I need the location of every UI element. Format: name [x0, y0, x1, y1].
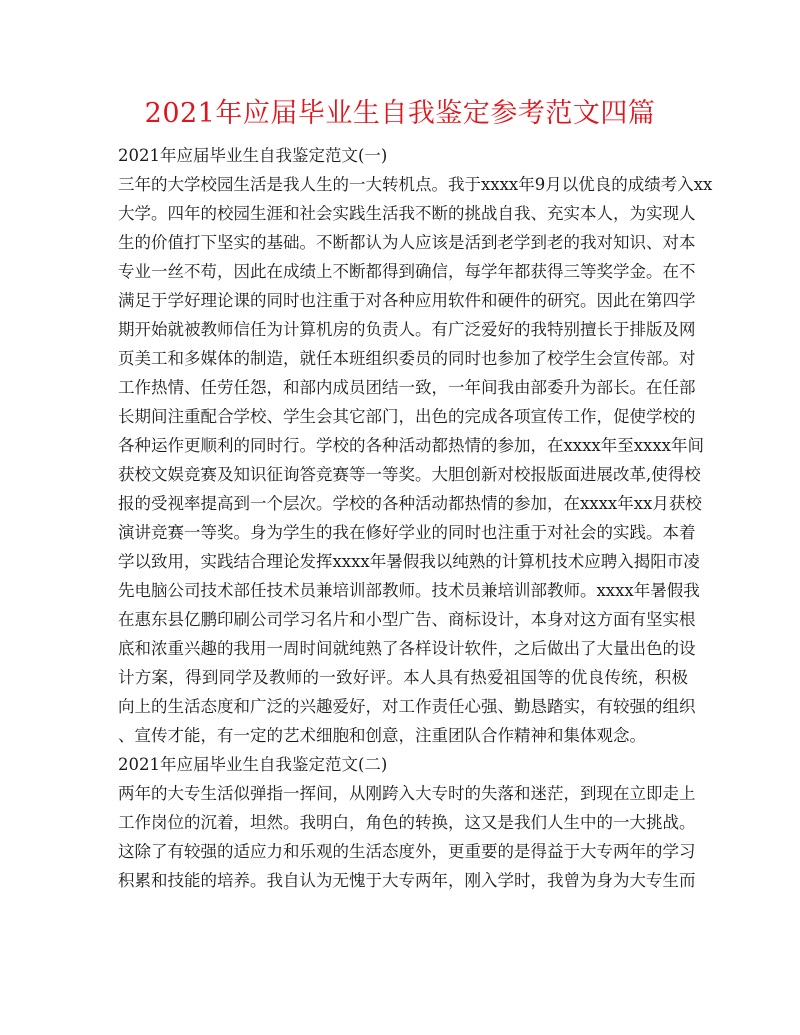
paragraph-line: 演讲竞赛一等奖。身为学生的我在修好学业的同时也注重于对社会的实践。本着 — [118, 523, 696, 542]
paragraph-line: 两年的大专生活似弹指一挥间，从刚跨入大专时的失落和迷茫，到现在立即走上 — [118, 784, 696, 803]
paragraph-line: 三年的大学校园生活是我人生的一大转机点。我于xxxx年9月以优良的成绩考入xx — [118, 175, 713, 194]
paragraph-line: 各种运作更顺利的同时行。学校的各种活动都热情的参加，在xxxx年至xxxx年间 — [118, 436, 704, 455]
section-heading: 2021年应届毕业生自我鉴定范文(一) — [118, 146, 388, 165]
document-body — [118, 141, 713, 895]
paragraph-line: 底和浓重兴趣的我用一周时间就纯熟了各样设计软件，之后做出了大量出色的设 — [118, 639, 696, 658]
paragraph-line: 满足于学好理论课的同时也注重于对各种应用软件和硬件的研究。因此在第四学 — [118, 291, 696, 310]
paragraph-line: 在惠东县亿鹏印刷公司学习名片和小型广告、商标设计，本身对这方面有坚实根 — [118, 610, 696, 629]
paragraph-line: 获校文娱竞赛及知识征询答竞赛等一等奖。大胆创新对校报版面进展改革,使得校 — [118, 465, 701, 484]
paragraph-line: 积累和技能的培养。我自认为无愧于大专两年，刚入学时，我曾为身为大专生而 — [118, 871, 696, 890]
paragraph-line: 页美工和多媒体的制造，就任本班组织委员的同时也参加了校学生会宣传部。对 — [118, 349, 696, 368]
paragraph-line: 这除了有较强的适应力和乐观的生活态度外，更重要的是得益于大专两年的学习 — [118, 842, 696, 861]
paragraph-line: 长期间注重配合学校、学生会其它部门，出色的完成各项宣传工作，促使学校的 — [118, 407, 696, 426]
document-title: 2021年应届毕业生自我鉴定参考范文四篇 — [144, 98, 656, 129]
paragraph-line: 报的受视率提高到一个层次。学校的各种活动都热情的参加，在xxxx年xx月获校 — [118, 494, 702, 513]
paragraph-line: 计方案，得到同学及教师的一致好评。本人具有热爱祖国等的优良传统，积极 — [118, 668, 688, 687]
paragraph-line: 先电脑公司技术部任技术员兼培训部教师。技术员兼培训部教师。xxxx年暑假我 — [118, 581, 700, 600]
paragraph-line: 生的价值打下坚实的基础。不断都认为人应该是活到老学到老的我对知识、对本 — [118, 233, 696, 252]
section-heading: 2021年应届毕业生自我鉴定范文(二) — [118, 755, 388, 774]
paragraph-line: 学以致用，实践结合理论发挥xxxx年暑假我以纯熟的计算机技术应聘入揭阳市凌 — [118, 552, 700, 571]
paragraph-line: 专业一丝不苟，因此在成绩上不断都得到确信，每学年都获得三等奖学金。在不 — [118, 262, 696, 281]
paragraph-line: 工作热情、任劳任怨，和部内成员团结一致，一年间我由部委升为部长。在任部 — [118, 378, 696, 397]
paragraph-line: 、宣传才能，有一定的艺术细胞和创意，注重团队合作精神和集体观念。 — [118, 726, 646, 745]
paragraph-line: 向上的生活态度和广泛的兴趣爱好，对工作责任心强、勤恳踏实，有较强的组织 — [118, 697, 696, 716]
paragraph-line: 工作岗位的沉着，坦然。我明白，角色的转换，这又是我们人生中的一大挑战。 — [118, 813, 696, 832]
paragraph-line: 期开始就被教师信任为计算机房的负责人。有广泛爱好的我特别擅长于排版及网 — [118, 320, 696, 339]
paragraph-line: 大学。四年的校园生涯和社会实践生活我不断的挑战自我、充实本人，为实现人 — [118, 204, 696, 223]
